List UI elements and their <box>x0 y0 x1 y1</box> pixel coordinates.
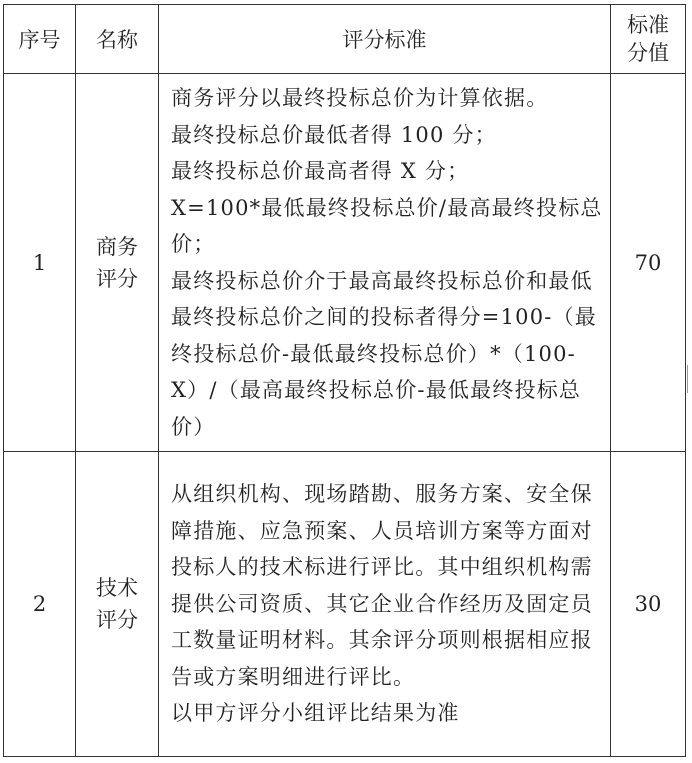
scoring-criteria-table <box>3 4 686 757</box>
row-standard <box>159 452 611 757</box>
row-number: 1 <box>4 74 76 452</box>
table-row <box>4 74 686 452</box>
row-name-line1: 商务 <box>96 234 138 259</box>
header-name: 名称 <box>76 5 159 74</box>
table-row <box>4 452 686 757</box>
row-number: 2 <box>4 452 76 757</box>
row-name <box>76 74 159 452</box>
row-name-line2: 评分 <box>96 266 138 291</box>
header-no: 序号 <box>4 5 76 74</box>
row-name <box>76 452 159 757</box>
standard-text: 最终投标总价最低者得 100 分； <box>171 122 497 147</box>
header-value <box>611 5 686 74</box>
header-value-line1: 标准 <box>627 13 669 37</box>
header-value-line2: 分值 <box>627 41 669 65</box>
page-edge-marker <box>687 365 692 393</box>
standard-text: 最终投标总价最高者得 X 分； <box>171 159 470 183</box>
row-value: 70 <box>611 74 686 452</box>
table-header-row <box>4 5 686 74</box>
standard-text: 最终投标总价介于最高最终投标总价和最低最终投标总价之间的投标者得分=100-（最终投标总价-最低最终投标总价）*（100-X）/（最高最终投标总价-最低最终投标总价） <box>171 268 597 439</box>
row-name-line2: 评分 <box>96 608 138 632</box>
standard-text: 以甲方评分小组评比结果为准 <box>171 701 460 726</box>
standard-text: 商务评分以最终投标总价为计算依据。 <box>171 86 549 110</box>
standard-text: 从组织机构、现场踏勘、服务方案、安全保障措施、应急预案、人员培训方案等方面对投标人的技术标进行评比。其中组织机构需提供公司资质、其它企业合作经历及固定员工数量证明材料。其余评分项则根据相应报告或方案明细进行评比。 <box>171 482 593 689</box>
standard-text: X=100*最低最终投标总价/最高最终投标总价； <box>171 195 603 256</box>
row-standard <box>159 74 611 452</box>
header-standard: 评分标准 <box>159 5 611 74</box>
row-name-line1: 技术 <box>96 576 138 600</box>
row-value: 30 <box>611 452 686 757</box>
